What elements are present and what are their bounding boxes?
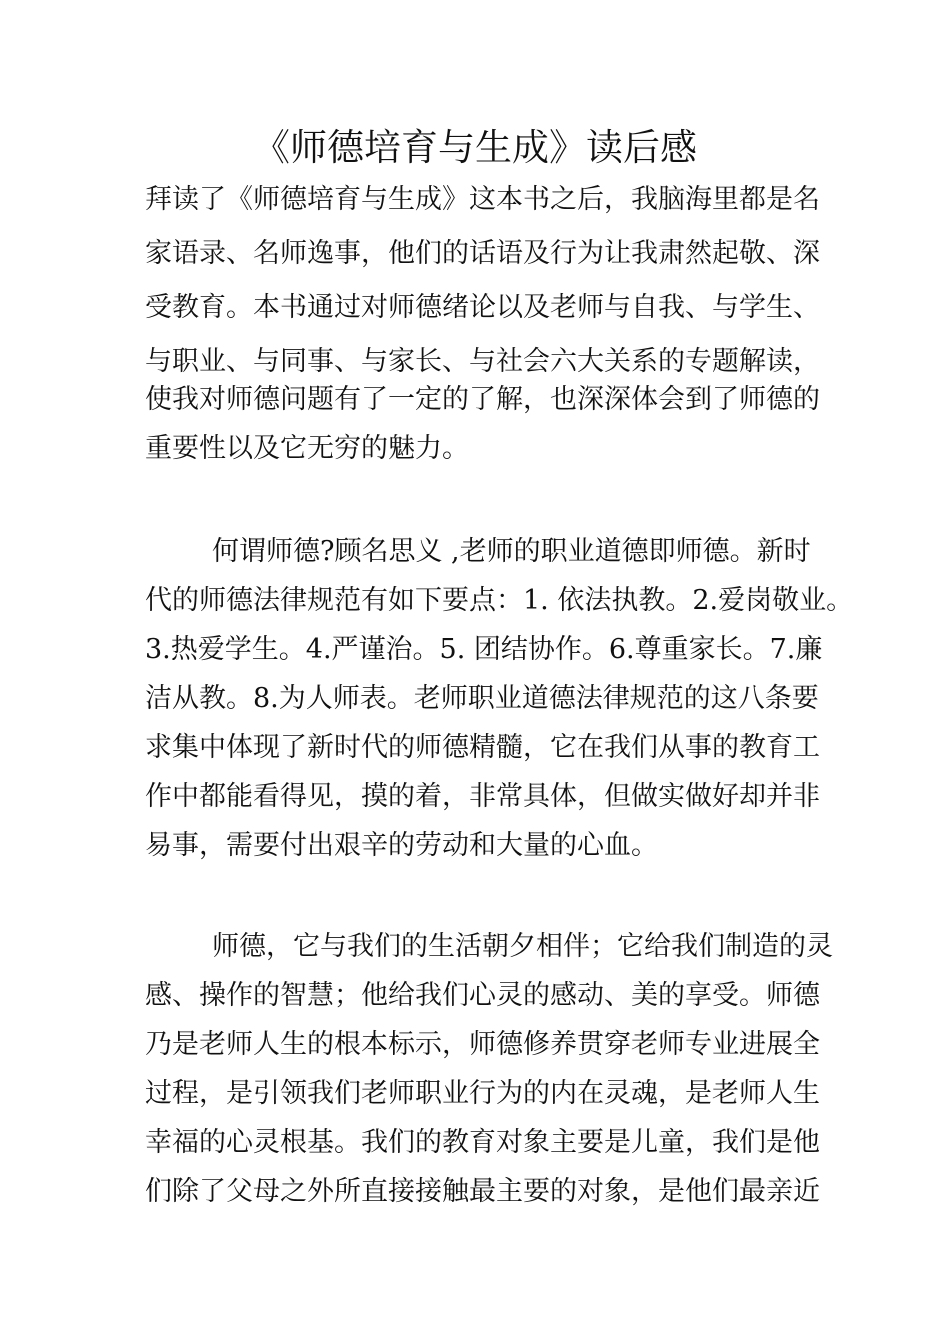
paragraph-1-line-5: 使我对师德问题有了一定的了解，也深深体会到了师德的 — [145, 384, 820, 415]
document-title: 《师德培育与生成》读后感 — [253, 126, 697, 169]
paragraph-2-line-5: 求集中体现了新时代的师德精髓，它在我们从事的教育工 — [145, 732, 820, 763]
paragraph-3-line-6: 们除了父母之外所直接接触最主要的对象，是他们最亲近 — [145, 1176, 820, 1207]
paragraph-3-line-3: 乃是老师人生的根本标示，师德修养贯穿老师专业进展全 — [145, 1029, 820, 1060]
paragraph-3-line-5: 幸福的心灵根基。我们的教育对象主要是儿童，我们是他 — [145, 1127, 820, 1158]
paragraph-1-line-2: 家语录、名师逸事，他们的话语及行为让我肃然起敬、深 — [145, 238, 820, 269]
paragraph-2-line-1: 何谓师德?顾名思义 ,老师的职业道德即师德。新时 — [212, 536, 811, 567]
paragraph-3-line-2: 感、操作的智慧；他给我们心灵的感动、美的享受。师德 — [145, 980, 820, 1011]
paragraph-1-line-6: 重要性以及它无穷的魅力。 — [145, 433, 469, 464]
paragraph-1-line-1: 拜读了《师德培育与生成》这本书之后，我脑海里都是名 — [145, 184, 820, 215]
paragraph-2-line-4: 洁从教。8.为人师表。老师职业道德法律规范的这八条要 — [145, 683, 819, 714]
paragraph-1-line-4: 与职业、与同事、与家长、与社会六大关系的专题解读， — [145, 346, 820, 377]
paragraph-2-line-7: 易事，需要付出艰辛的劳动和大量的心血。 — [145, 830, 658, 861]
paragraph-2-line-2: 代的师德法律规范有如下要点：1. 依法执教。2.爱岗敬业。 — [145, 585, 854, 616]
paragraph-3-line-1: 师德，它与我们的生活朝夕相伴；它给我们制造的灵 — [212, 931, 833, 962]
paragraph-1-line-3: 受教育。本书通过对师德绪论以及老师与自我、与学生、 — [145, 292, 820, 323]
paragraph-3-line-4: 过程，是引领我们老师职业行为的内在灵魂，是老师人生 — [145, 1078, 820, 1109]
paragraph-2-line-3: 3.热爱学生。4.严谨治。5. 团结协作。6.尊重家长。7.廉 — [145, 634, 823, 665]
paragraph-2-line-6: 作中都能看得见，摸的着，非常具体，但做实做好却并非 — [145, 781, 820, 812]
